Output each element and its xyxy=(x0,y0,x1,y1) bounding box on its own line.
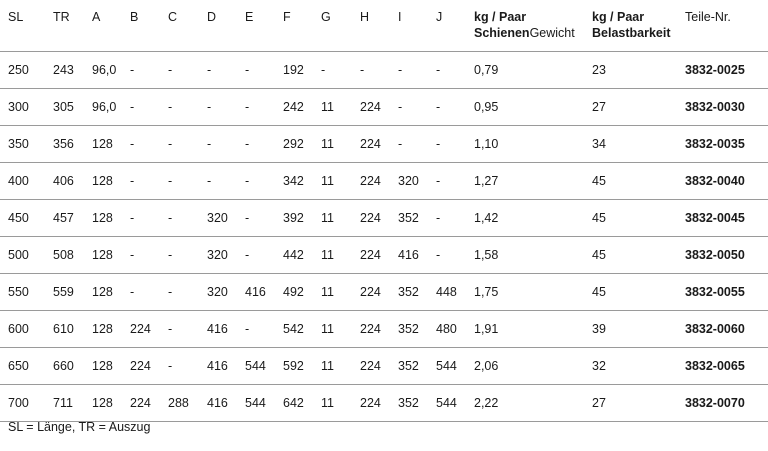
cell-sl: 600 xyxy=(0,311,53,348)
cell-load: 32 xyxy=(592,348,685,385)
cell-tr: 305 xyxy=(53,89,92,126)
cell-i: 352 xyxy=(398,385,436,422)
cell-g: 11 xyxy=(321,200,360,237)
header-weight-strong: Schienen xyxy=(474,26,530,40)
cell-part: 3832-0035 xyxy=(685,126,768,163)
header-load xyxy=(592,0,685,52)
cell-j: - xyxy=(436,126,474,163)
cell-h: 224 xyxy=(360,311,398,348)
cell-part: 3832-0055 xyxy=(685,274,768,311)
header-j: J xyxy=(436,10,443,24)
table-header-row xyxy=(0,0,768,52)
cell-f: 642 xyxy=(283,385,321,422)
cell-h: 224 xyxy=(360,348,398,385)
cell-weight: 1,42 xyxy=(474,200,592,237)
cell-a: 96,0 xyxy=(92,52,130,89)
cell-g: 11 xyxy=(321,311,360,348)
cell-j: - xyxy=(436,89,474,126)
cell-a: 128 xyxy=(92,126,130,163)
cell-a: 128 xyxy=(92,348,130,385)
table-row xyxy=(0,126,768,163)
cell-d: 320 xyxy=(207,200,245,237)
cell-f: 192 xyxy=(283,52,321,89)
cell-i: - xyxy=(398,52,436,89)
cell-d: 416 xyxy=(207,348,245,385)
cell-g: 11 xyxy=(321,274,360,311)
cell-d: - xyxy=(207,52,245,89)
cell-part: 3832-0070 xyxy=(685,385,768,422)
cell-j: - xyxy=(436,200,474,237)
cell-sl: 700 xyxy=(0,385,53,422)
cell-g: 11 xyxy=(321,348,360,385)
cell-load: 34 xyxy=(592,126,685,163)
cell-i: 352 xyxy=(398,200,436,237)
table-row xyxy=(0,200,768,237)
cell-c: - xyxy=(168,237,207,274)
header-d: D xyxy=(207,10,217,24)
cell-tr: 406 xyxy=(53,163,92,200)
cell-d: - xyxy=(207,163,245,200)
cell-part: 3832-0040 xyxy=(685,163,768,200)
cell-h: 224 xyxy=(360,237,398,274)
cell-e: - xyxy=(245,89,283,126)
cell-d: 416 xyxy=(207,385,245,422)
cell-weight: 2,22 xyxy=(474,385,592,422)
header-weight-weak: Gewicht xyxy=(529,26,575,40)
footnote: SL = Länge, TR = Auszug xyxy=(8,420,151,434)
cell-weight: 2,06 xyxy=(474,348,592,385)
cell-d: 320 xyxy=(207,274,245,311)
header-weight-line1: kg / Paar xyxy=(474,10,527,24)
cell-e: - xyxy=(245,311,283,348)
cell-load: 45 xyxy=(592,237,685,274)
cell-weight: 1,10 xyxy=(474,126,592,163)
cell-part: 3832-0050 xyxy=(685,237,768,274)
cell-h: - xyxy=(360,52,398,89)
cell-weight: 1,58 xyxy=(474,237,592,274)
cell-part: 3832-0045 xyxy=(685,200,768,237)
header-sl: SL xyxy=(8,10,24,24)
cell-a: 128 xyxy=(92,274,130,311)
cell-b: - xyxy=(130,89,168,126)
cell-h: 224 xyxy=(360,200,398,237)
table-body xyxy=(0,52,768,422)
cell-g: 11 xyxy=(321,89,360,126)
cell-a: 128 xyxy=(92,311,130,348)
cell-a: 128 xyxy=(92,237,130,274)
cell-b: - xyxy=(130,163,168,200)
header-e: E xyxy=(245,10,254,24)
cell-load: 45 xyxy=(592,200,685,237)
cell-f: 592 xyxy=(283,348,321,385)
cell-c: - xyxy=(168,89,207,126)
cell-b: 224 xyxy=(130,348,168,385)
cell-i: - xyxy=(398,126,436,163)
cell-i: 352 xyxy=(398,348,436,385)
cell-sl: 450 xyxy=(0,200,53,237)
cell-b: - xyxy=(130,52,168,89)
cell-e: 544 xyxy=(245,385,283,422)
cell-part: 3832-0025 xyxy=(685,52,768,89)
cell-e: - xyxy=(245,163,283,200)
header-a: A xyxy=(92,10,101,24)
table-row xyxy=(0,385,768,422)
cell-b: - xyxy=(130,237,168,274)
cell-part: 3832-0065 xyxy=(685,348,768,385)
cell-d: - xyxy=(207,126,245,163)
cell-tr: 559 xyxy=(53,274,92,311)
cell-h: 224 xyxy=(360,274,398,311)
cell-d: - xyxy=(207,89,245,126)
cell-load: 27 xyxy=(592,385,685,422)
cell-h: 224 xyxy=(360,89,398,126)
cell-tr: 356 xyxy=(53,126,92,163)
cell-c: 288 xyxy=(168,385,207,422)
table-row xyxy=(0,348,768,385)
cell-j: 544 xyxy=(436,385,474,422)
cell-load: 23 xyxy=(592,52,685,89)
cell-e: 416 xyxy=(245,274,283,311)
cell-part: 3832-0060 xyxy=(685,311,768,348)
cell-f: 542 xyxy=(283,311,321,348)
cell-j: - xyxy=(436,163,474,200)
cell-i: 416 xyxy=(398,237,436,274)
cell-b: - xyxy=(130,200,168,237)
header-g: G xyxy=(321,10,331,24)
cell-h: 224 xyxy=(360,385,398,422)
cell-b: 224 xyxy=(130,311,168,348)
header-tr: TR xyxy=(53,10,70,24)
cell-sl: 650 xyxy=(0,348,53,385)
cell-tr: 457 xyxy=(53,200,92,237)
cell-f: 342 xyxy=(283,163,321,200)
cell-f: 492 xyxy=(283,274,321,311)
cell-weight: 0,95 xyxy=(474,89,592,126)
cell-sl: 550 xyxy=(0,274,53,311)
cell-tr: 660 xyxy=(53,348,92,385)
cell-load: 45 xyxy=(592,163,685,200)
cell-i: - xyxy=(398,89,436,126)
cell-e: 544 xyxy=(245,348,283,385)
cell-weight: 0,79 xyxy=(474,52,592,89)
cell-c: - xyxy=(168,52,207,89)
cell-h: 224 xyxy=(360,163,398,200)
cell-j: - xyxy=(436,52,474,89)
cell-g: 11 xyxy=(321,163,360,200)
header-f: F xyxy=(283,10,291,24)
cell-a: 96,0 xyxy=(92,89,130,126)
cell-tr: 243 xyxy=(53,52,92,89)
cell-tr: 508 xyxy=(53,237,92,274)
cell-sl: 250 xyxy=(0,52,53,89)
cell-j: 544 xyxy=(436,348,474,385)
cell-tr: 711 xyxy=(53,385,92,422)
cell-c: - xyxy=(168,311,207,348)
cell-e: - xyxy=(245,200,283,237)
cell-g: 11 xyxy=(321,126,360,163)
cell-i: 352 xyxy=(398,311,436,348)
cell-c: - xyxy=(168,274,207,311)
cell-f: 442 xyxy=(283,237,321,274)
header-part: Teile-Nr. xyxy=(685,10,731,24)
cell-f: 292 xyxy=(283,126,321,163)
header-c: C xyxy=(168,10,178,24)
cell-load: 27 xyxy=(592,89,685,126)
header-h: H xyxy=(360,10,370,24)
cell-sl: 500 xyxy=(0,237,53,274)
cell-load: 45 xyxy=(592,274,685,311)
header-load-line1: kg / Paar xyxy=(592,10,645,24)
cell-j: - xyxy=(436,237,474,274)
cell-b: - xyxy=(130,274,168,311)
cell-tr: 610 xyxy=(53,311,92,348)
cell-load: 39 xyxy=(592,311,685,348)
cell-d: 416 xyxy=(207,311,245,348)
cell-f: 242 xyxy=(283,89,321,126)
table-row xyxy=(0,52,768,89)
cell-j: 448 xyxy=(436,274,474,311)
header-load-line2: Belastbarkeit xyxy=(592,26,671,40)
table-row xyxy=(0,237,768,274)
cell-a: 128 xyxy=(92,385,130,422)
cell-g: - xyxy=(321,52,360,89)
cell-f: 392 xyxy=(283,200,321,237)
cell-e: - xyxy=(245,52,283,89)
header-b: B xyxy=(130,10,139,24)
cell-part: 3832-0030 xyxy=(685,89,768,126)
cell-sl: 300 xyxy=(0,89,53,126)
header-weight xyxy=(474,0,592,52)
table-row xyxy=(0,163,768,200)
cell-a: 128 xyxy=(92,200,130,237)
cell-i: 352 xyxy=(398,274,436,311)
cell-c: - xyxy=(168,200,207,237)
cell-b: 224 xyxy=(130,385,168,422)
cell-weight: 1,91 xyxy=(474,311,592,348)
cell-b: - xyxy=(130,126,168,163)
cell-g: 11 xyxy=(321,237,360,274)
cell-j: 480 xyxy=(436,311,474,348)
cell-weight: 1,27 xyxy=(474,163,592,200)
table-row xyxy=(0,274,768,311)
cell-e: - xyxy=(245,237,283,274)
cell-c: - xyxy=(168,348,207,385)
table-row xyxy=(0,89,768,126)
cell-c: - xyxy=(168,163,207,200)
cell-e: - xyxy=(245,126,283,163)
cell-g: 11 xyxy=(321,385,360,422)
header-i: I xyxy=(398,10,402,24)
cell-weight: 1,75 xyxy=(474,274,592,311)
cell-d: 320 xyxy=(207,237,245,274)
cell-sl: 350 xyxy=(0,126,53,163)
cell-i: 320 xyxy=(398,163,436,200)
cell-c: - xyxy=(168,126,207,163)
cell-sl: 400 xyxy=(0,163,53,200)
cell-h: 224 xyxy=(360,126,398,163)
table-row xyxy=(0,311,768,348)
cell-a: 128 xyxy=(92,163,130,200)
